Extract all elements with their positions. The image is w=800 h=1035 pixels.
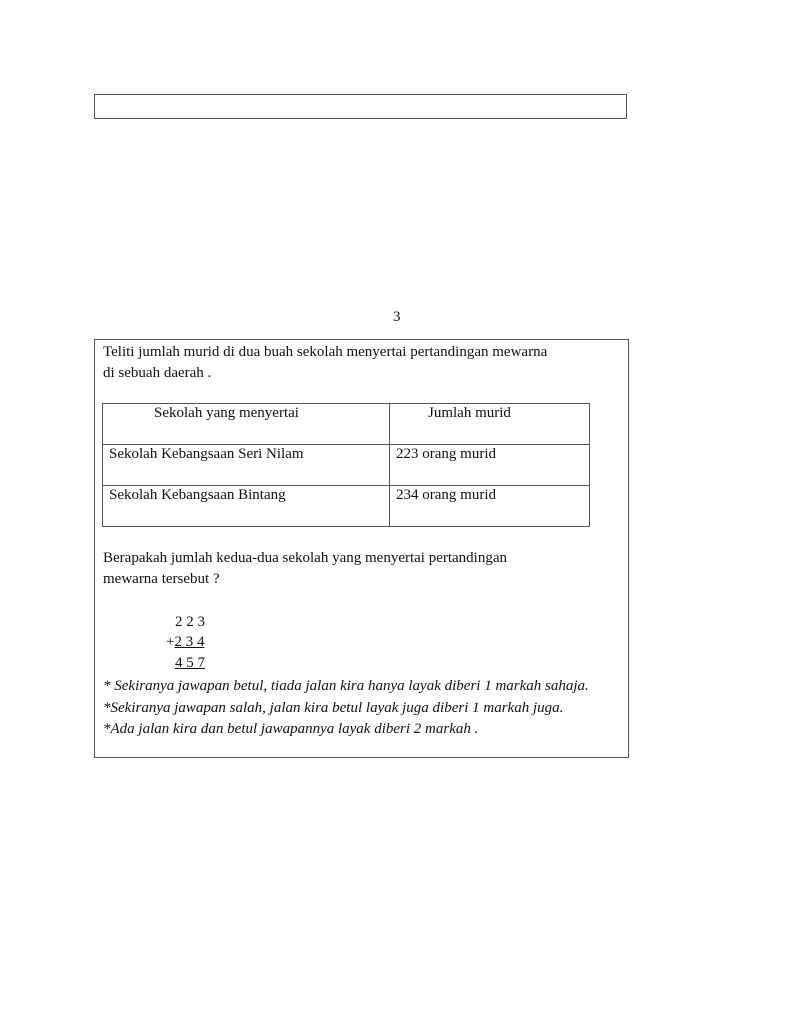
prompt-line-2: mewarna tersebut ? [103, 571, 220, 587]
plus-sign: + [166, 634, 175, 650]
table-header-row [103, 404, 590, 445]
intro-line-1: Teliti jumlah murid di dua buah sekolah menyertai pertandingan mewarna [103, 344, 548, 360]
table-row [103, 486, 590, 527]
table-header-cell: Jumlah murid [390, 404, 590, 445]
page-number: 3 [393, 309, 401, 325]
table-row [103, 445, 590, 486]
intro-line-2: di sebuah daerah . [103, 365, 212, 381]
marking-notes [103, 676, 589, 741]
marking-note: *Sekiranya jawapan salah, jalan kira betul layak juga diberi 1 markah juga. [103, 699, 564, 716]
marking-note: * Sekiranya jawapan betul, tiada jalan kira hanya layak diberi 1 markah sahaja. [103, 678, 589, 694]
table-cell: Sekolah Kebangsaan Seri Nilam [103, 445, 390, 486]
question-prompt [103, 548, 507, 590]
table-header-cell: Sekolah yang menyertai [103, 404, 390, 445]
prompt-line-1: Berapakah jumlah kedua-dua sekolah yang menyertai pertandingan [103, 550, 508, 566]
schools-table [102, 403, 590, 527]
table-cell: Sekolah Kebangsaan Bintang [103, 486, 390, 527]
table-cell: 234 orang murid [390, 486, 590, 527]
addend-2-line [166, 632, 204, 652]
table-cell: 223 orang murid [390, 445, 590, 486]
marking-note: *Ada jalan kira dan betul jawapannya layak diberi 2 markah . [103, 721, 479, 737]
question-box [94, 339, 629, 758]
addend-1: 2 2 3 [175, 614, 205, 630]
addend-2: 2 3 4 [174, 634, 205, 650]
question-intro [103, 342, 547, 384]
sum: 4 5 7 [175, 655, 205, 671]
empty-answer-box [94, 94, 627, 119]
